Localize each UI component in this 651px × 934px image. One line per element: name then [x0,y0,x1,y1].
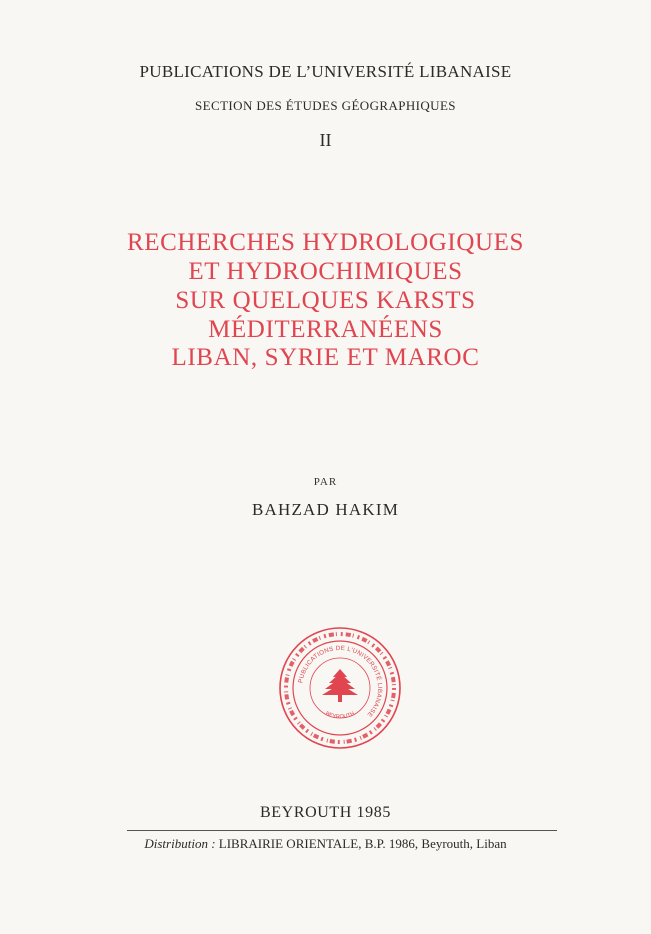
title-line-3: SUR QUELQUES KARSTS [175,287,476,314]
distribution-label: Distribution : [144,836,216,851]
footer-divider [127,830,557,831]
title-line-1: RECHERCHES HYDROLOGIQUES [126,229,525,256]
book-subtitle: LIBAN, SYRIE ET MAROC [171,344,480,371]
title-line-4: MÉDITERRANÉENS [208,316,443,343]
volume-number: II [319,130,332,150]
title-line-2: ET HYDROCHIMIQUES [188,258,463,285]
author-name: BAHZAD HAKIM [251,500,400,519]
seal-place-text: BEYROUTH [324,710,356,721]
byline-par: PAR [313,476,338,488]
seal-ring-text: PUBLICATIONS DE L'UNIVERSITÉ LIBANAISE [297,644,384,719]
cedar-tree-icon [322,669,358,702]
place-year: BEYROUTH 1985 [260,804,391,821]
series-title: PUBLICATIONS DE L’UNIVERSITÉ LIBANAISE [139,62,512,81]
distribution-line [0,836,651,852]
distribution-text: LIBRAIRIE ORIENTALE, B.P. 1986, Beyrouth, Liban [215,836,507,851]
book-title [0,228,651,344]
university-seal [277,625,403,751]
section-title: SECTION DES ÉTUDES GÉOGRAPHIQUES [195,98,456,113]
